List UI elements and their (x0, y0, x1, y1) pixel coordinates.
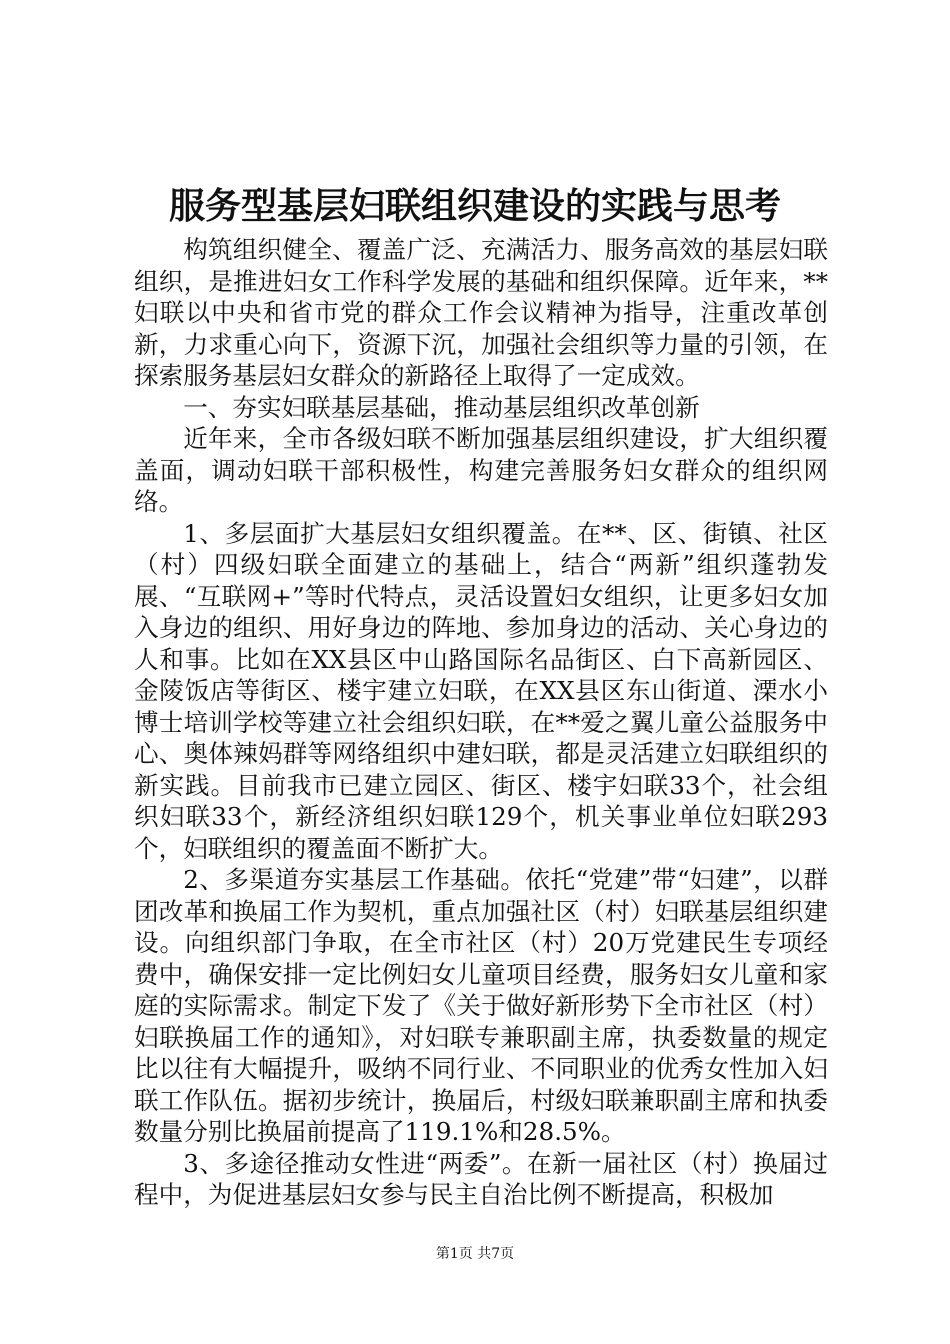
page-number-footer: 第1页 共7页 (435, 1246, 515, 1262)
paragraph-section-intro: 近年来，全市各级妇联不断加强基层组织建设，扩大组织覆盖面，调动妇联干部积极性，构建完善服务妇女群众的组织网络。 (134, 424, 828, 516)
paragraph-intro: 构筑组织健全、覆盖广泛、充满活力、服务高效的基层妇联组织，是推进妇女工作科学发展的基础和组织保障。近年来，**妇联以中央和省市党的群众工作会议精神为指导，注重改革创新，力求重心向下，资源下沉，加强社会组织等力量的引领，在探索服务基层妇女群众的新路径上取得了一定成效。 (134, 235, 828, 390)
paragraph-item-3: 3、多途径推动女性进“两委”。在新一届社区（村）换届过程中，为促进基层妇女参与民主自治比例不断提高，积极加 (134, 1148, 828, 1209)
document-body (134, 234, 828, 1211)
paragraph-item-2: 2、多渠道夯实基层工作基础。依托“党建”带“妇建”，以群团改革和换届工作为契机，重点加强社区（村）妇联基层组织建设。向组织部门争取，在全市社区（村）20万党建民生专项经费中，确保安排一定比例妇女儿童项目经费，服务妇女儿童和家庭的实际需求。制定下发了《关于做好新形势下全市社区（村）妇联换届工作的通知》，对妇联专兼职副主席，执委数量的规定比以往有大幅提升，吸纳不同行业、不同职业的优秀女性加入妇联工作队伍。据初步统计，换届后，村级妇联兼职副主席和执委数量分别比换届前提高了119.1%和28.5%。 (134, 865, 828, 1146)
section-heading: 一、夯实妇联基层基础，推动基层组织改革创新 (183, 392, 700, 422)
paragraph-item-1: 1、多层面扩大基层妇女组织覆盖。在**、区、街镇、社区（村）四级妇联全面建立的基础上，结合“两新”组织蓬勃发展、“互联网+”等时代特点，灵活设置妇女组织，让更多妇女加入身边的组织、用好身边的阵地、参加身边的活动、关心身边的人和事。比如在XX县区中山路国际名品街区、白下高新园区、金陵饭店等街区、楼宇建立妇联，在XX县区东山街道、溧水小博士培训学校等建立社会组织妇联，在**爱之翼儿童公益服务中心、奥体辣妈群等网络组织中建妇联，都是灵活建立妇联组织的新实践。目前我市已建立园区、街区、楼宇妇联33个，社会组织妇联33个，新经济组织妇联129个，机关事业单位妇联293个，妇联组织的覆盖面不断扩大。 (134, 518, 828, 863)
document-title: 服务型基层妇联组织建设的实践与思考 (168, 186, 781, 227)
